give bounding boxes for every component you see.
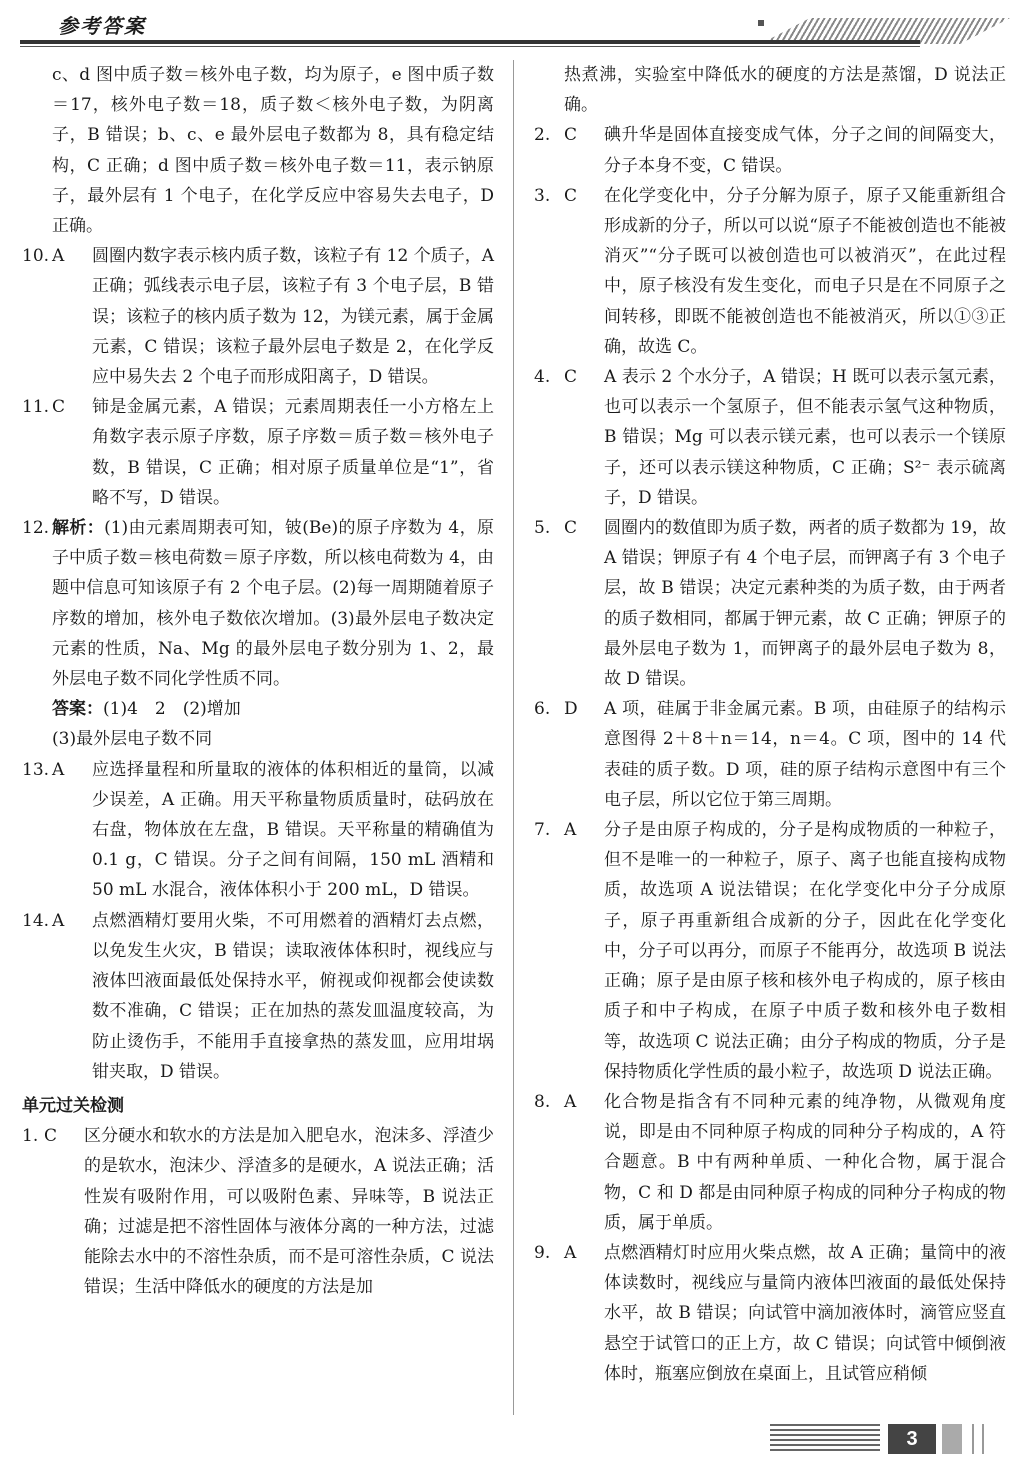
item-number: 9. — [534, 1242, 551, 1263]
item-choice: A — [52, 910, 65, 931]
item-choice: A — [564, 1242, 577, 1263]
item-number: 14. — [22, 910, 50, 931]
unit-answer-item-7 — [534, 815, 1006, 1087]
page-header — [0, 0, 1030, 48]
unit-answer-item-1 — [22, 1121, 494, 1302]
header-rule — [20, 40, 920, 44]
item-explanation: A 项，硅属于非金属元素。B 项，由硅原子的结构示意图得 2＋8＋n＝14，n＝4。C 项，图中的 14 代表硅的质子数。D 项，硅的原子结构示意图中有三个电子层，所以它位于第三周期。 — [604, 699, 1006, 810]
item-explanation: 圆圈内数字表示核内质子数，该粒子有 12 个质子，A 正确；弧线表示电子层，该粒子有 3 个电子层，B 错误；该粒子的核内质子数为 12，为镁元素，属于金属元素，C 错误；该粒子最外层电子数是 2，在化学反应中易失去 2 个电子而形成阳离子，D 错误。 — [92, 246, 494, 388]
item-choice: C — [564, 125, 578, 146]
footer-stripe-decoration — [770, 1424, 880, 1454]
answer-label: 答案： — [52, 699, 103, 720]
page-number: 3 — [888, 1424, 936, 1454]
item-explanation: 应选择量程和所量取的液体的体积相近的量筒，以减少误差，A 正确。用天平称量物质质量时，砝码放在右盘，物体放在左盘，B 错误。天平称量的精确值为 0.1 g，C 错误。分子之间有间隔，150 mL 酒精和 50 mL 水混合，液体体积小于 200 mL，D 错误。 — [92, 759, 494, 901]
item-choice: C — [564, 518, 578, 539]
item-number: 4. — [534, 367, 551, 388]
unit-answer-item-5 — [534, 513, 1006, 694]
item-explanation — [52, 513, 494, 694]
item-number: 6. — [534, 699, 551, 720]
item-number: 7. — [534, 820, 551, 841]
item-number: 8. — [534, 1091, 551, 1112]
item-choice: C — [52, 397, 66, 418]
item-choice: A — [52, 759, 65, 780]
item-number: 5. — [534, 518, 551, 539]
answer-12-result — [22, 694, 494, 754]
item-number: 10. — [22, 246, 50, 267]
answer-item-12 — [22, 513, 494, 694]
item-explanation: 点燃酒精灯要用火柴，不可用燃着的酒精灯去点燃，以免发生火灾，B 错误；读取液体体积时，视线应与液体凹液面最低处保持水平，俯视或仰视都会使读数数不准确，C 错误；正在加热的蒸发皿温度较高，为防止烫伤手，不能用手直接拿热的蒸发皿，应用坩埚钳夹取，D 错误。 — [92, 910, 494, 1082]
item-choice: C — [564, 185, 578, 206]
unit-answer-item-4 — [534, 362, 1006, 513]
answer-item-14 — [22, 906, 494, 1087]
unit-answer-item-8 — [534, 1087, 1006, 1238]
answer-line-2: (3)最外层电子数不同 — [52, 729, 213, 750]
item-number: 2. — [534, 125, 551, 146]
item-choice: A — [564, 1091, 577, 1112]
header-title: 参考答案 — [58, 14, 146, 38]
item-explanation: 区分硬水和软水的方法是加入肥皂水，泡沫多、浮渣少的是软水，泡沫少、浮渣多的是硬水，A 说法正确；活性炭有吸附作用，可以吸附色素、异味等，B 说法正确；过滤是把不溶性固体与液体分离的一种方法，过滤能除去水中的不溶性杂质，而不是可溶性杂质，C 说法错误；生活中降低水的硬度的方法是加 — [84, 1126, 494, 1298]
item-number: 11. — [22, 397, 50, 418]
answer-line-1: (1)4 2 (2)增加 — [103, 699, 241, 720]
item-number: 3. — [534, 185, 551, 206]
item-explanation: 分子是由原子构成的，分子是构成物质的一种粒子，但不是唯一的一种粒子，原子、离子也能直接构成物质，故选项 A 说法错误；在化学变化中分子分成原子，原子再重新组合成新的分子，因此在化学变化中，分子可以再分，而原子不能再分，故选项 B 说法正确；原子是由原子核和核外电子构成的，原子核由质子和中子构成，在原子中质子数和核外电子数相等，故选项 C 说法正确；由分子构成的物质，分子是保持物质化学性质的最小粒子，故选项 D 说法正确。 — [604, 820, 1006, 1082]
item-explanation: 在化学变化中，分子分解为原子，原子又能重新组合形成新的分子，所以可以说“原子不能被创造也不能被消灭”“分子既可以被创造也可以被消灭”，在此过程中，原子核没有发生变化，而电子只是在不同原子之间转移，即既不能被创造也不能被消灭，所以①③正确，故选 C。 — [604, 185, 1006, 357]
answer-item-11 — [22, 392, 494, 513]
footer-tail-decoration — [942, 1424, 1012, 1454]
left-column — [22, 60, 494, 1302]
answer-item-10 — [22, 241, 494, 392]
item-explanation: 碘升华是固体直接变成气体，分子之间的间隔变大，分子本身不变，C 错误。 — [604, 125, 1006, 176]
header-dot-decoration — [758, 20, 764, 26]
continued-answer-1: 热煮沸，实验室中降低水的硬度的方法是蒸馏，D 说法正确。 — [564, 65, 1006, 116]
item-choice: A — [564, 820, 577, 841]
item-explanation: 铈是金属元素，A 错误；元素周期表任一小方格左上角数字表示原子序数，原子序数＝质子数＝核外电子数，B 错误，C 正确；相对原子质量单位是“1”，省略不写，D 错误。 — [92, 397, 494, 508]
answer-item-13 — [22, 755, 494, 906]
item-explanation: A 表示 2 个水分子，A 错误；H 既可以表示氢元素，也可以表示一个氢原子，但不能表示氢气这种物质，B 错误；Mg 可以表示镁元素，也可以表示一个镁原子，还可以表示镁这种物质，C 正确；S²⁻ 表示硫离子，D 错误。 — [604, 367, 1006, 508]
analysis-text: (1)由元素周期表可知，铍(Be)的原子序数为 4，原子中质子数＝核电荷数＝原子序数，所以核电荷数为 4，由题中信息可知该原子有 2 个电子层。(2)每一周期随着原子序数的增加，核外电子数依次增加。(3)最外层电子数决定元素的性质，Na、Mg 的最外层电子数分别为 1、2，最外层电子数不同化学性质不同。 — [52, 518, 494, 690]
unit-answer-item-6 — [534, 694, 1006, 815]
item-choice: D — [564, 699, 578, 720]
header-rule-thin — [20, 46, 920, 47]
item-number: 12. — [22, 518, 50, 539]
analysis-label: 解析： — [52, 518, 105, 539]
item-number: 1. — [22, 1126, 39, 1147]
item-explanation: 化合物是指含有不同种元素的纯净物，从微观角度说，即是由不同种原子构成的同种分子构成的，A 符合题意。B 中有两种单质、一种化合物，属于混合物，C 和 D 都是由同种原子构成的同种分子构成的物质，属于单质。 — [604, 1091, 1006, 1233]
item-number: 13. — [22, 759, 50, 780]
item-choice: C — [44, 1126, 58, 1147]
continued-answer-9: c、d 图中质子数＝核外电子数，均为原子，e 图中质子数＝17，核外电子数＝18，质子数＜核外电子数，为阴离子，B 错误；b、c、e 最外层电子数都为 8，具有稳定结构，C 正确；d 图中质子数＝核外电子数＝11，表示钠原子，最外层有 1 个电子，在化学反应中容易失去电子，D 正确。 — [52, 65, 494, 237]
item-explanation: 圆圈内的数值即为质子数，两者的质子数都为 19，故 A 错误；钾原子有 4 个电子层，而钾离子有 3 个电子层，故 B 错误；决定元素种类的为质子数，由于两者的质子数相同，都属于钾元素，故 C 正确；钾原子的最外层电子数为 1，而钾离子的最外层电子数为 8，故 D 错误。 — [604, 518, 1006, 690]
item-choice: A — [52, 246, 65, 267]
page-footer — [0, 1418, 1030, 1468]
column-divider — [513, 60, 514, 1415]
right-column — [534, 60, 1006, 1389]
section-heading: 单元过关检测 — [22, 1095, 124, 1116]
item-explanation: 点燃酒精灯时应用火柴点燃，故 A 正确；量筒中的液体读数时，视线应与量筒内液体凹液面的最低处保持水平，故 B 错误；向试管中滴加液体时，滴管应竖直悬空于试管口的正上方，故 C 错误；向试管中倾倒液体时，瓶塞应倒放在桌面上，且试管应稍倾 — [604, 1242, 1006, 1384]
unit-answer-item-9 — [534, 1238, 1006, 1389]
unit-answer-item-3 — [534, 181, 1006, 362]
item-choice: C — [564, 367, 578, 388]
unit-answer-item-2 — [534, 120, 1006, 180]
